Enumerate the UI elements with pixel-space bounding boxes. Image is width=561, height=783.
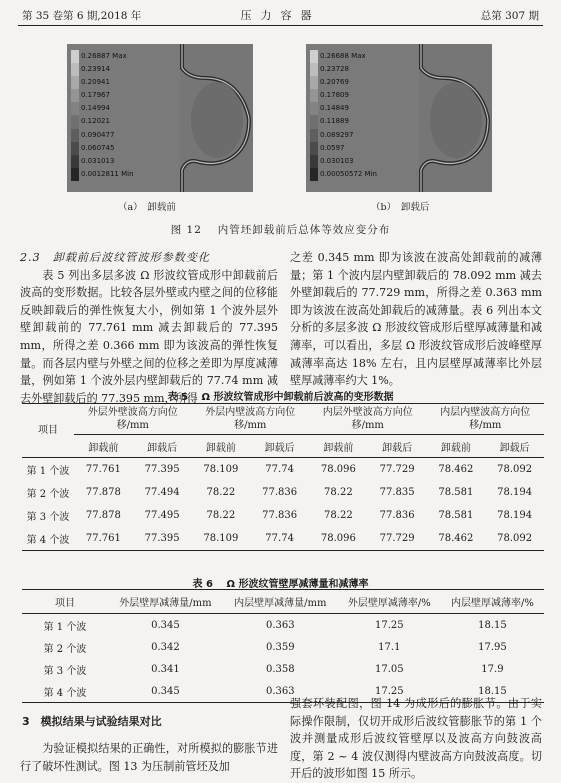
- table-cell: 78.109: [203, 533, 239, 544]
- legend-entry: [310, 50, 366, 63]
- legend-swatch: [310, 115, 318, 128]
- table-cell: 78.092: [497, 533, 533, 544]
- table-cell: 78.581: [438, 487, 474, 498]
- legend-value: 0.26887 Max: [81, 52, 127, 60]
- table-sub-header: 卸载后: [133, 435, 192, 458]
- journal-volume-issue: 第 35 卷第 6 期,2018 年: [22, 10, 142, 22]
- legend-entry: [310, 63, 366, 76]
- section-3-right-column: [290, 695, 542, 783]
- table-cell: 17.9: [481, 663, 504, 675]
- table-group-header: 外层内壁波高方向位移/mm: [192, 404, 310, 435]
- legend-value: 0.14994: [81, 104, 110, 113]
- row-label: 第 2 个波: [26, 489, 70, 500]
- table-cell: 77.729: [379, 533, 415, 544]
- table-cell: 17.25: [374, 685, 404, 697]
- legend-value: 0.0597: [320, 143, 345, 152]
- table-cell: 0.359: [265, 641, 295, 653]
- table-row: [22, 658, 544, 680]
- table-cell: 77.494: [144, 487, 180, 498]
- legend-entry: [310, 129, 366, 142]
- legend-entry: [310, 76, 366, 89]
- table-cell: 78.22: [324, 510, 353, 521]
- header-rule: [18, 25, 543, 26]
- table-cell: 78.22: [324, 487, 353, 498]
- table-cell: 0.363: [265, 619, 295, 631]
- table-sub-header: 卸载后: [368, 435, 427, 458]
- legend-swatch: [310, 102, 318, 115]
- legend-entry: [71, 168, 134, 181]
- legend-entry: [71, 142, 127, 155]
- table-cell: 77.836: [262, 487, 298, 498]
- section-2-3-left-column: [20, 249, 278, 407]
- fig12a-contour-plot: [67, 44, 253, 192]
- table-cell: 77.761: [85, 464, 121, 475]
- legend-entry: [71, 115, 127, 128]
- legend-swatch: [71, 63, 79, 76]
- legend-entry: [71, 155, 127, 168]
- legend-entry: [71, 50, 127, 63]
- table-cell: 78.096: [320, 464, 356, 475]
- table-row: [22, 527, 544, 551]
- row-label: 第 4 个波: [43, 687, 87, 699]
- legend-value: 0.031013: [81, 156, 115, 165]
- legend-entry: [310, 168, 377, 181]
- row-label: 第 1 个波: [43, 621, 87, 633]
- legend-value: 0.00050572 Min: [320, 169, 377, 178]
- table-header: 内层壁厚减薄率/%: [441, 590, 544, 614]
- legend-entry: [71, 63, 127, 76]
- table-cell: 77.395: [144, 533, 180, 544]
- table-sub-header: 卸载前: [309, 435, 368, 458]
- body-paragraph: 表 5 列出多层多波 Ω 形波纹管成形中卸载前后波高的变形数据。比较各层外壁或内壁之间的位移能反映卸载后的弹性恢复大小，例如第 1 个波外层外壁卸载前的 77.761 mm 减去卸载后的 77.395 mm，所得之差 0.366 mm 即为该波高的弹性恢复量。而各层内壁与外壁之间的位移之差即为厚度减薄量，例如第 1 个波外层内壁卸载后的 77.74 mm 减去外壁卸载后的 77.395 mm，所得: [20, 268, 278, 405]
- legend-value: 0.089297: [320, 130, 354, 139]
- figure-caption: 图 12 内管坯卸载前后总体等效应变分布: [170, 224, 391, 236]
- fig12a-subcaption: （a） 卸载前: [118, 202, 176, 213]
- table-cell: 17.95: [478, 641, 507, 653]
- legend-swatch: [71, 142, 79, 155]
- table-cell: 77.836: [262, 510, 298, 521]
- table-row: [22, 504, 544, 527]
- legend-value: 0.060745: [81, 143, 115, 152]
- table-group-header: 内层内壁波高方向位移/mm: [427, 404, 545, 435]
- table-cell: 77.74: [265, 533, 294, 544]
- legend-swatch: [310, 50, 318, 63]
- table-cell: 78.092: [497, 464, 533, 475]
- legend-value: 0.20941: [81, 78, 110, 87]
- legend-swatch: [310, 76, 318, 89]
- table-cell: 0.345: [151, 685, 180, 697]
- legend-swatch: [310, 155, 318, 168]
- legend-value: 0.23914: [81, 65, 110, 74]
- table-header-item: 项目: [22, 404, 74, 458]
- table6: [22, 589, 544, 703]
- table-row: [22, 636, 544, 658]
- legend-value: 0.14849: [320, 104, 349, 113]
- section-3-left-column: [20, 740, 278, 775]
- table-group-header: 内层外壁波高方向位移/mm: [309, 404, 427, 435]
- legend-value: 0.11889: [320, 117, 349, 126]
- table-cell: 78.22: [206, 487, 236, 498]
- table-cell: 0.342: [151, 641, 180, 653]
- legend-swatch: [71, 102, 79, 115]
- table-header: 项目: [22, 590, 108, 614]
- table-cell: 78.581: [438, 510, 474, 521]
- fig12b-legend: [310, 50, 377, 181]
- legend-entry: [310, 155, 366, 168]
- legend-swatch: [71, 129, 79, 142]
- table-sub-header: 卸载前: [192, 435, 251, 458]
- table5: [22, 403, 544, 551]
- table-cell: 77.395: [144, 464, 180, 475]
- table-cell: 77.878: [85, 487, 121, 498]
- table-row: [22, 458, 544, 482]
- section-heading: 2.3 卸载前后波纹管波形参数变化: [20, 251, 210, 264]
- legend-swatch: [71, 168, 79, 181]
- row-label: 第 3 个波: [26, 512, 70, 523]
- legend-entry: [310, 102, 366, 115]
- table-cell: 18.15: [478, 619, 507, 631]
- table-cell: 17.05: [374, 663, 404, 675]
- table-group-header: 外层外壁波高方向位移/mm: [74, 404, 192, 435]
- table6-caption: 表 6 Ω 形波纹管壁厚减薄量和减薄率: [192, 579, 369, 590]
- legend-value: 0.12021: [81, 117, 110, 126]
- legend-entry: [71, 89, 127, 102]
- table-cell: 77.761: [85, 533, 121, 544]
- row-label: 第 4 个波: [26, 535, 70, 546]
- table-sub-header: 卸载后: [485, 435, 544, 458]
- legend-swatch: [71, 76, 79, 89]
- table-header: 内层壁厚减薄量/mm: [223, 590, 338, 614]
- table-cell: 78.22: [206, 510, 236, 521]
- body-paragraph: 为验证模拟结果的正确性，对所模拟的膨胀节进行了破坏性测试。图 13 为压制前管坯及加: [20, 742, 278, 773]
- fig12b-contour-plot: [306, 44, 492, 192]
- table5-caption: 表 5 Ω 形波纹管成形中卸载前后波高的变形数据: [167, 392, 394, 403]
- legend-value: 0.23728: [320, 65, 349, 74]
- row-label: 第 2 个波: [43, 643, 87, 655]
- table-header: 外层壁厚减薄率/%: [338, 590, 441, 614]
- table-cell: 77.878: [85, 510, 121, 521]
- legend-entry: [71, 129, 127, 142]
- table-header: 外层壁厚减薄量/mm: [108, 590, 223, 614]
- legend-value: 0.17809: [320, 91, 349, 100]
- table-cell: 0.345: [151, 619, 180, 631]
- journal-total-issue: 总第 307 期: [480, 10, 539, 22]
- table-cell: 78.109: [203, 464, 239, 475]
- row-label: 第 3 个波: [43, 665, 87, 677]
- table-cell: 77.835: [379, 487, 415, 498]
- legend-value: 0.17967: [81, 91, 110, 100]
- legend-value: 0.26688 Max: [320, 52, 366, 60]
- table-cell: 18.15: [478, 685, 507, 697]
- legend-swatch: [310, 129, 318, 142]
- table-row: [22, 481, 544, 504]
- fig12a-legend: [71, 50, 134, 181]
- table-sub-header: 卸载后: [250, 435, 309, 458]
- legend-value: 0.0012811 Min: [81, 169, 134, 178]
- table-cell: 78.462: [438, 464, 474, 475]
- legend-entry: [310, 115, 366, 128]
- legend-swatch: [71, 50, 79, 63]
- table-cell: 78.194: [497, 487, 533, 498]
- table-cell: 77.836: [379, 510, 415, 521]
- section-2-3-right-column: [290, 249, 542, 390]
- legend-value: 0.090477: [81, 130, 115, 139]
- table-cell: 78.462: [438, 533, 474, 544]
- table-sub-header: 卸载前: [74, 435, 133, 458]
- legend-entry: [310, 142, 366, 155]
- legend-swatch: [310, 142, 318, 155]
- table-cell: 0.341: [151, 663, 180, 675]
- table-cell: 78.096: [320, 533, 356, 544]
- legend-swatch: [310, 63, 318, 76]
- table-cell: 77.729: [379, 464, 415, 475]
- table-cell: 77.495: [144, 510, 180, 521]
- legend-swatch: [71, 89, 79, 102]
- journal-title: 压力容器: [240, 9, 321, 22]
- legend-entry: [71, 102, 127, 115]
- legend-swatch: [310, 168, 318, 181]
- table-cell: 77.74: [265, 464, 294, 475]
- table-cell: 17.1: [378, 641, 401, 653]
- table-cell: 78.194: [497, 510, 533, 521]
- legend-swatch: [310, 89, 318, 102]
- body-paragraph: 之差 0.345 mm 即为该波在波高处卸载前的减薄量；第 1 个波内层内壁卸载后的 78.092 mm 减去外壁卸载后的 77.729 mm，所得之差 0.363 mm 即为该波在波高处卸载后的减薄量。表 6 列出本文分析的多层多波 Ω 形波纹管成形后壁厚减薄量和减薄率，可以看出，多层 Ω 形波纹管成形后波峰壁厚减薄率高达 18% 左右，且内层壁厚减薄率比外层壁厚减薄率约大 1%。: [290, 251, 542, 388]
- row-label: 第 1 个波: [26, 466, 70, 477]
- legend-swatch: [71, 155, 79, 168]
- table-cell: 17.25: [374, 619, 404, 631]
- legend-value: 0.030103: [320, 156, 354, 165]
- legend-swatch: [71, 115, 79, 128]
- section-3-heading: 3 模拟结果与试验结果对比: [22, 715, 162, 728]
- table-row: [22, 614, 544, 637]
- body-paragraph: 强套环装配图，图 14 为成形后的膨胀节。由于实际操作限制，仅切开成形后波纹管膨胀节的第 1 个波并测量成形后波纹管壁厚以及波高方向鼓波高度，第 2 ~ 4 波仅测得内壁波高方向鼓波高度。切开后的波形如图 15 所示。: [290, 697, 542, 781]
- legend-value: 0.20769: [320, 78, 349, 87]
- table-cell: 0.358: [265, 663, 295, 675]
- legend-entry: [310, 89, 366, 102]
- fig12b-subcaption: （b） 卸载后: [371, 202, 430, 213]
- table-cell: 0.363: [265, 685, 295, 697]
- table-sub-header: 卸载前: [427, 435, 486, 458]
- legend-entry: [71, 76, 127, 89]
